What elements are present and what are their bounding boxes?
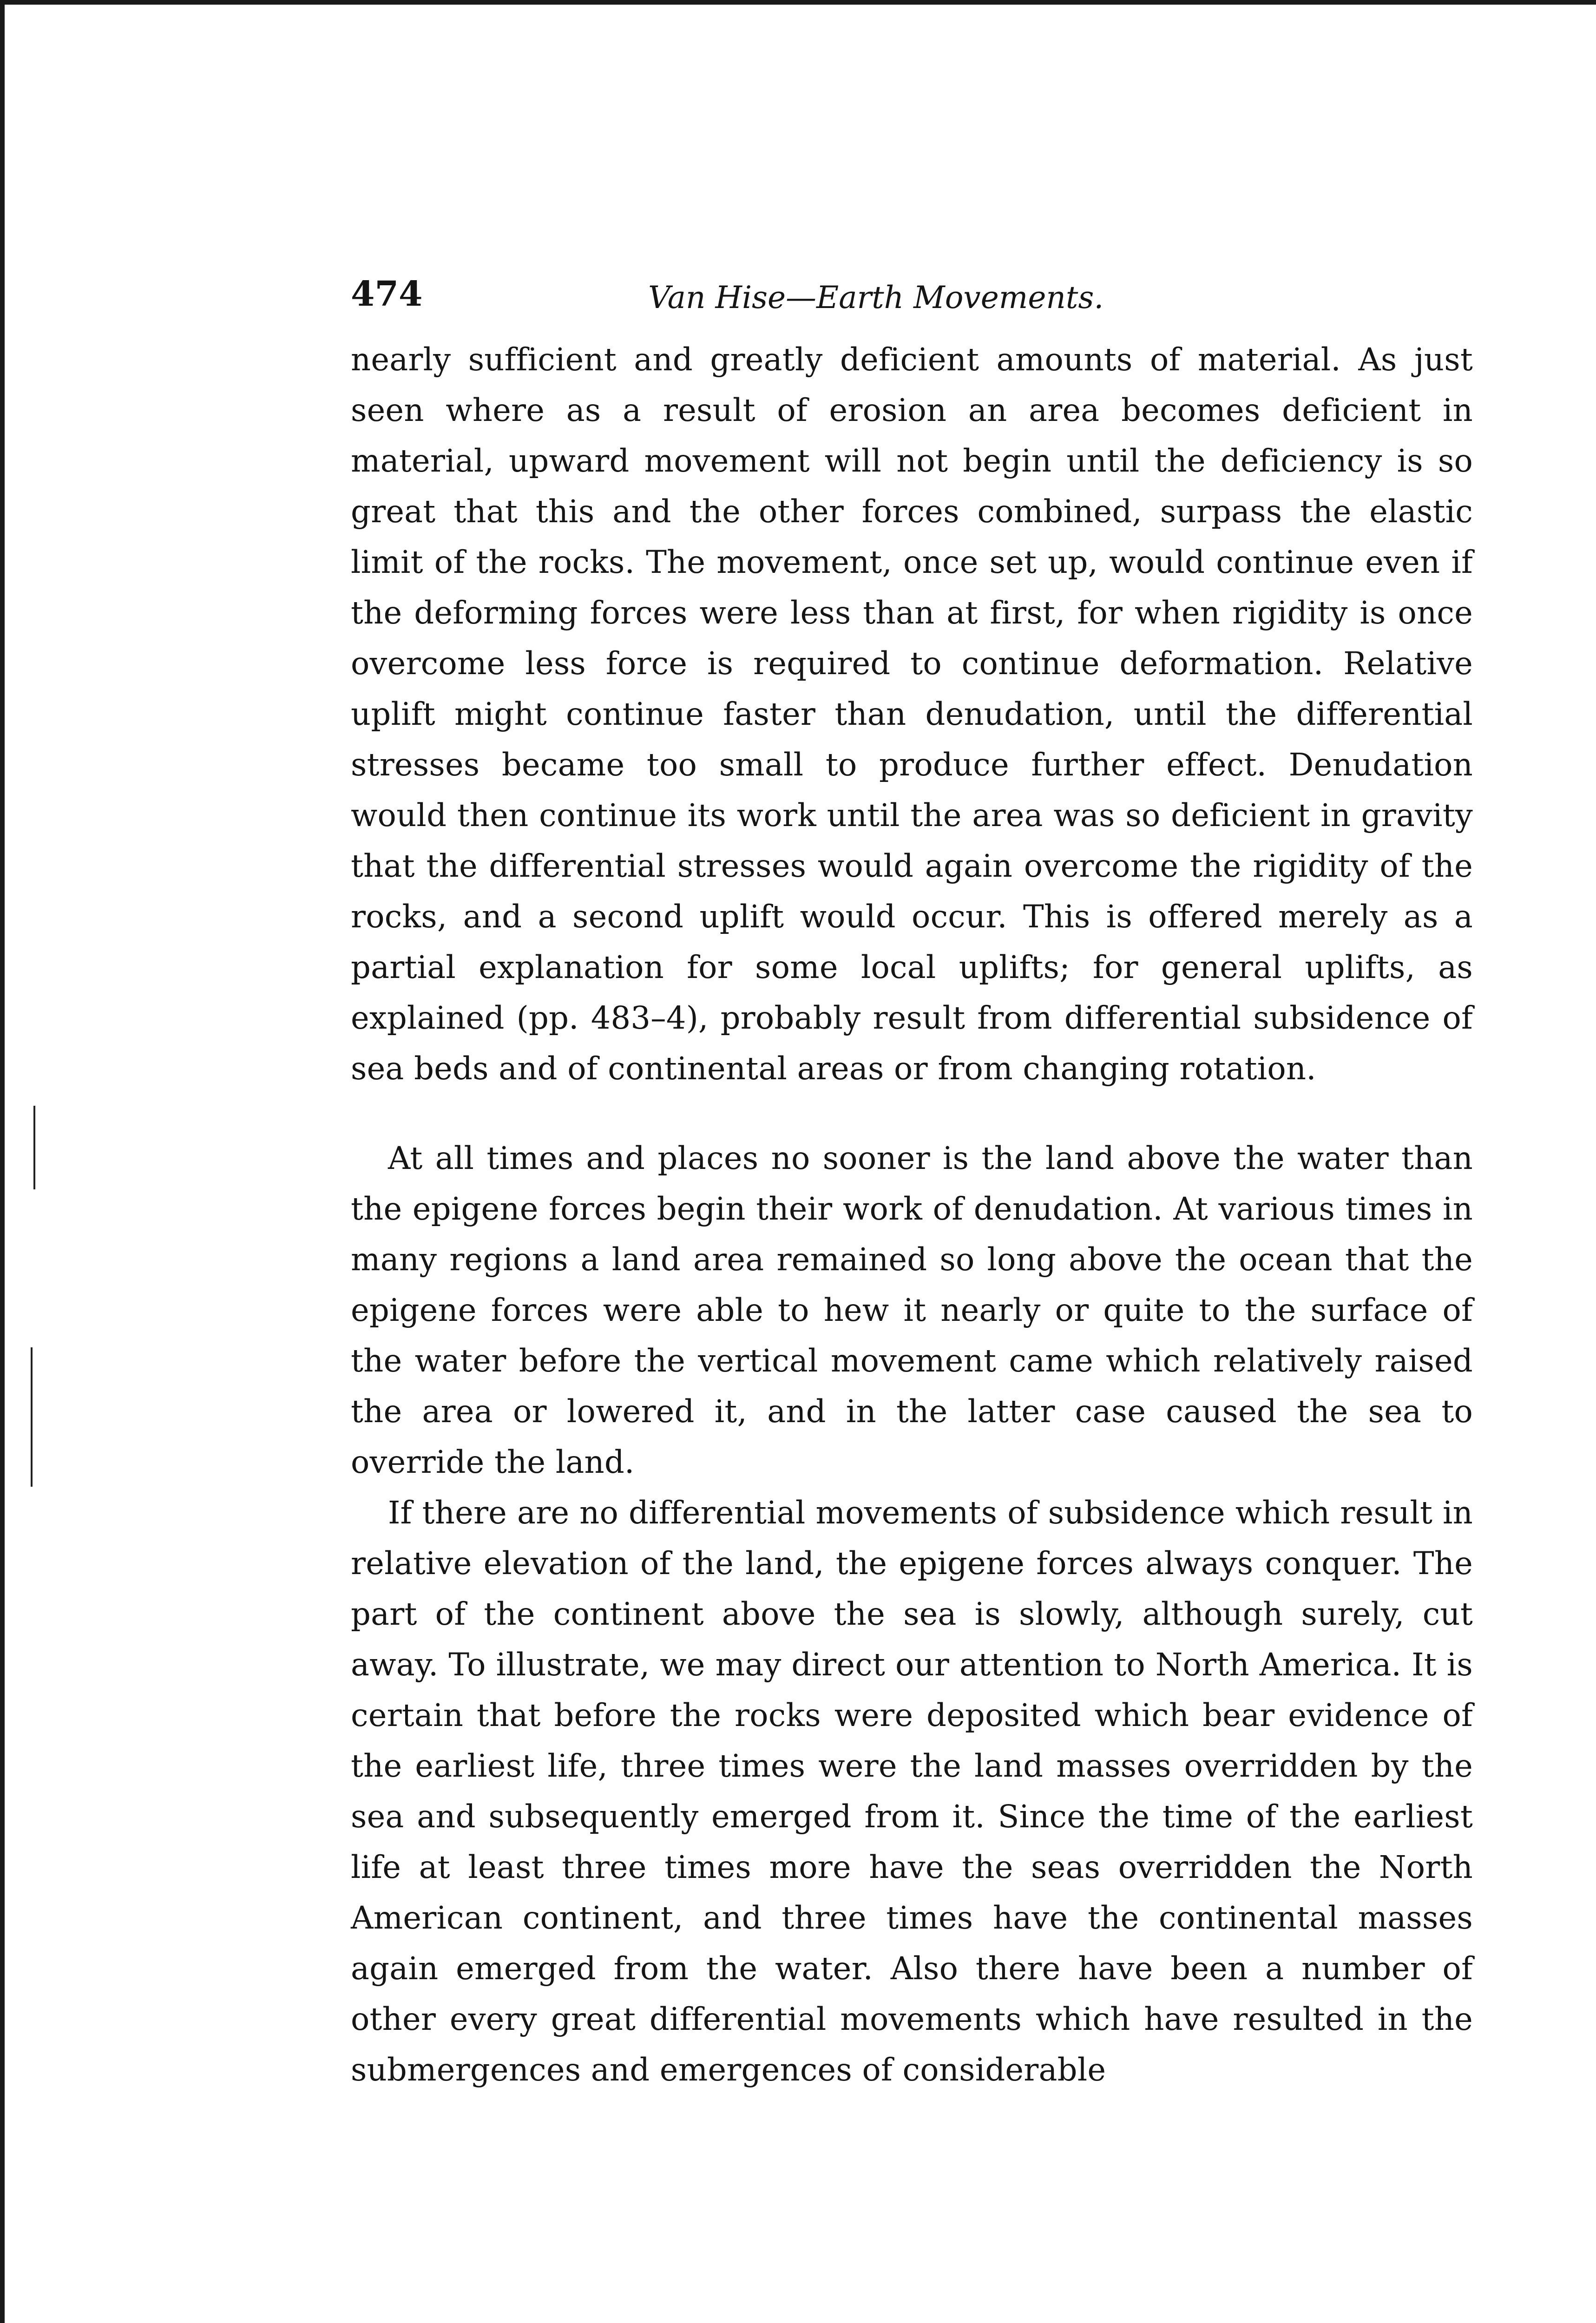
paragraph-2: At all times and places no sooner is the land above the water than the epigene forces begin their work of denudation. At various times in many regions a land area remained so long above the ocean that the epigene forces were able to hew it nearly or quite to the surface of the water before the vertical movement came which relatively raised the area or lowered it, and in the latter case caused the sea to override the land.: [351, 1140, 1473, 1480]
running-head: [351, 274, 1473, 335]
margin-mark: [31, 1347, 33, 1487]
page: [351, 274, 1473, 2095]
paragraph-gap: [351, 1094, 1473, 1133]
margin-mark: [33, 1106, 35, 1189]
running-title: Van Hise—Earth Movements.: [648, 280, 1104, 315]
paragraph-1: nearly sufficient and greatly deficient amounts of material. As just seen where as a result of erosion an area becomes deficient in material, upward movement will not begin until the deficiency is so great that this and the other forces combined, surpass the elastic limit of the rocks. The movement, once set up, would continue even if the deforming forces were less than at first, for when rigidity is once overcome less force is required to continue deformation. Relative uplift might continue faster than denudation, until the differential stresses became too small to produce further effect. Denudation would then continue its work until the area was so deficient in gravity that the differential stresses would again overcome the rigidity of the rocks, and a second uplift would occur. This is offered merely as a partial explanation for some local uplifts; for general uplifts, as explained (pp. 483–4), probably result from differential subsidence of sea beds and of continental areas or from changing rotation.: [351, 341, 1473, 1087]
page-number: 474: [351, 274, 423, 314]
paragraph-3: If there are no differential movements of subsidence which result in relative elevation of the land, the epigene forces always conquer. The part of the continent above the sea is slowly, although surely, cut away. To illustrate, we may direct our attention to North America. It is certain that before the rocks were deposited which bear evidence of the earliest life, three times were the land masses overridden by the sea and subsequently emerged from it. Since the time of the earliest life at least three times more have the seas overridden the North American continent, and three times have the continental masses again emerged from the water. Also there have been a number of other every great differential movements which have resulted in the submergences and emergences of considerable: [351, 1495, 1473, 2088]
